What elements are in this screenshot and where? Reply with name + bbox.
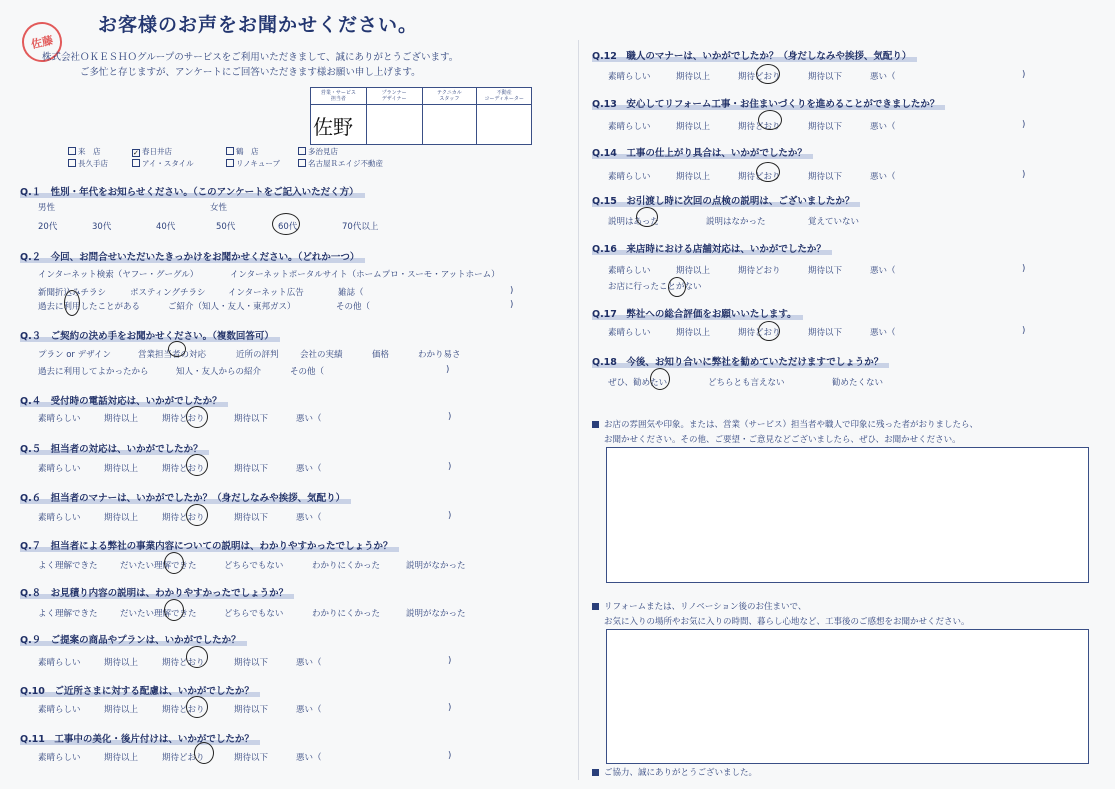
answer-option[interactable]: 悪い（ — [296, 414, 322, 424]
comment-1-textarea[interactable] — [606, 447, 1089, 583]
answer-option[interactable]: わかりにくかった — [312, 609, 381, 619]
staff-header-sales: 営業・サービス 担当者 — [311, 88, 367, 104]
left-question-1 — [20, 184, 365, 198]
technical-field[interactable] — [423, 105, 478, 145]
answer-option[interactable]: 悪い（ — [870, 72, 896, 82]
answer-option[interactable]: 期待以上 — [104, 705, 139, 715]
question-text: Q.10 ご近所さまに対する配慮は、いかがでしたか？ — [20, 686, 260, 697]
answer-option[interactable]: インターネット検索（ヤフー・グーグル） — [38, 270, 199, 280]
answer-option[interactable]: 知人・友人からの紹介 — [176, 367, 262, 377]
right-question-7 — [592, 354, 889, 368]
answer-option[interactable]: わかりにくかった — [312, 561, 381, 571]
staff-name: 佐野 — [313, 115, 353, 139]
answer-option[interactable]: 素晴らしい — [38, 705, 81, 715]
right-question-3 — [592, 145, 813, 159]
comment-2-textarea[interactable] — [606, 629, 1089, 764]
staff-header-realestate: 不動産 コーディネーター — [484, 90, 524, 102]
comment-2-line-2: お気に入りの場所やお気に入りの時間、暮らし心地など、工事後のご感想をお聞かせください。 — [604, 617, 970, 627]
answer-option[interactable]: 過去に利用してよかったから — [38, 367, 149, 377]
answer-option[interactable]: 素晴らしい — [38, 513, 81, 523]
question-text: Q.13 安心してリフォーム工事・お住まいづくりを進めることができましたか？ — [592, 99, 945, 110]
question-text: Q.17 弊社への総合評価をお願いいたします。 — [592, 309, 803, 320]
column-divider — [578, 40, 579, 780]
answer-option[interactable]: 期待以上 — [104, 753, 139, 763]
answer-option[interactable]: 説明がなかった — [406, 561, 466, 571]
planner-field[interactable] — [367, 105, 423, 145]
answer-option[interactable]: どちらでもない — [224, 609, 284, 619]
question-text: Q.12 職人のマナーは、いかがでしたか？（身だしなみや挨拶、気配り） — [592, 51, 917, 62]
left-question-7 — [20, 538, 399, 552]
store-option[interactable] — [68, 158, 108, 169]
store-label: アイ・スタイル — [142, 159, 194, 168]
answer-option[interactable]: どちらとも言えない — [708, 378, 785, 388]
answer-option[interactable]: 素晴らしい — [608, 122, 651, 132]
option-close-paren: ) — [1022, 70, 1026, 80]
answer-option[interactable]: 女性 — [210, 203, 228, 213]
store-label: 長久手店 — [78, 159, 108, 168]
answer-option[interactable]: 悪い（ — [870, 328, 896, 338]
store-label: 来 店 — [78, 147, 101, 156]
answer-option[interactable]: 70代以上 — [342, 222, 379, 232]
answer-option[interactable]: 悪い（ — [296, 658, 322, 668]
comment-1-line-2: お聞かせください。その他、ご要望・ご意見などございましたら、ぜひ、お聞かせください。 — [604, 435, 961, 445]
answer-option[interactable]: だいたい理解できた — [120, 561, 197, 571]
answer-option[interactable]: 期待どおり — [162, 753, 205, 763]
checkbox-icon[interactable] — [132, 159, 140, 167]
right-question-2 — [592, 96, 945, 110]
answer-option[interactable]: 50代 — [216, 222, 236, 232]
question-text: Q.４ 受付時の電話対応は、いかがでしたか？ — [20, 396, 228, 407]
intro-line-1: 株式会社ＯＫＥＳＨＯグループのサービスをご利用いただきまして、誠にありがとうございます。 — [42, 52, 459, 63]
question-text: Q.３ ご契約の決め手をお聞かせください。（複数回答可） — [20, 331, 280, 342]
answer-option[interactable]: 素晴らしい — [38, 658, 81, 668]
answer-option[interactable]: よく理解できた — [38, 609, 98, 619]
checkbox-icon[interactable] — [68, 159, 76, 167]
answer-option[interactable]: 悪い（ — [870, 172, 896, 182]
answer-option[interactable]: 営業担当者の対応 — [138, 350, 207, 360]
answer-option[interactable]: 期待どおり — [738, 266, 781, 276]
store-option[interactable] — [68, 146, 101, 157]
answer-option[interactable]: 素晴らしい — [608, 72, 651, 82]
answer-option[interactable]: 説明はあった — [608, 217, 659, 227]
answer-option[interactable]: 20代 — [38, 222, 58, 232]
answer-option[interactable]: 期待以上 — [104, 464, 139, 474]
question-text: Q.６ 担当者のマナーは、いかがでしたか？（身だしなみや挨拶、気配り） — [20, 493, 351, 504]
store-label: 鶴 店 — [236, 147, 259, 156]
question-text: Q.14 工事の仕上がり具合は、いかがでしたか？ — [592, 148, 813, 159]
answer-option[interactable]: どちらでもない — [224, 561, 284, 571]
answer-option[interactable]: 期待以下 — [234, 705, 269, 715]
answer-option[interactable]: 悪い（ — [870, 122, 896, 132]
store-label: 多治見店 — [308, 147, 338, 156]
answer-option[interactable]: 雑誌（ — [338, 288, 364, 298]
option-close-paren: ) — [448, 412, 452, 422]
answer-option[interactable]: 60代 — [278, 222, 298, 232]
answer-option[interactable]: 新聞折込みチラシ — [38, 288, 107, 298]
answer-option[interactable]: 期待以上 — [676, 122, 711, 132]
option-close-paren: ) — [510, 300, 514, 310]
store-option[interactable] — [226, 146, 259, 157]
comment-2-prompt — [592, 600, 970, 627]
answer-option[interactable]: 期待以下 — [808, 266, 843, 276]
answer-option[interactable]: 期待どおり — [738, 172, 781, 182]
answer-option[interactable]: 期待以下 — [808, 172, 843, 182]
bullet-icon — [592, 421, 599, 428]
answer-option[interactable]: 男性 — [38, 203, 56, 213]
left-question-4 — [20, 393, 228, 407]
intro-line-2: ご多忙と存じますが、アンケートにご回答いただきます様お願い申し上げます。 — [80, 67, 421, 78]
answer-option[interactable]: 期待どおり — [738, 72, 781, 82]
answer-option[interactable]: その他（ — [290, 367, 325, 377]
answer-option[interactable]: 期待以上 — [104, 658, 139, 668]
question-text: Q.１ 性別・年代をお知らせください。（このアンケートをご記入いただく方） — [20, 187, 365, 198]
answer-option[interactable]: だいたい理解できた — [120, 609, 197, 619]
comment-2-line-1: リフォームまたは、リノベーション後のお住まいで、 — [604, 602, 807, 612]
checkbox-icon[interactable] — [298, 159, 306, 167]
answer-option[interactable]: 期待どおり — [738, 122, 781, 132]
answer-option[interactable]: インターネットポータルサイト（ホームプロ・スーモ・アットホーム） — [230, 270, 500, 280]
answer-option[interactable]: 期待以下 — [808, 328, 843, 338]
answer-option[interactable]: 期待以下 — [234, 464, 269, 474]
checkbox-icon[interactable]: ✓ — [133, 149, 139, 157]
checkbox-icon[interactable] — [298, 147, 306, 155]
comment-1-line-1: お店の雰囲気や印象。または、営業（サービス）担当者や職人で印象に残った者がおりましたら、 — [604, 420, 979, 430]
store-option[interactable] — [298, 158, 383, 169]
answer-option[interactable]: 勧めたくない — [832, 378, 884, 388]
answer-option[interactable]: 30代 — [92, 222, 112, 232]
footer-text: ご協力、誠にありがとうございました。 — [604, 768, 758, 778]
answer-option[interactable]: 覚えていない — [808, 217, 860, 227]
right-question-6 — [592, 306, 803, 320]
right-question-4 — [592, 193, 860, 207]
answer-option[interactable]: 素晴らしい — [608, 172, 651, 182]
question-text: Q.15 お引渡し時に次回の点検の説明は、ございましたか？ — [592, 196, 860, 207]
answer-option[interactable]: 期待以上 — [104, 513, 139, 523]
staff-header-technical: テクニカル スタッフ — [423, 88, 478, 104]
store-option[interactable] — [298, 146, 338, 157]
checkbox-icon[interactable] — [226, 147, 234, 155]
answer-option[interactable]: インターネット広告 — [228, 288, 304, 298]
answer-option[interactable]: 素晴らしい — [608, 266, 651, 276]
answer-option[interactable]: 説明がなかった — [406, 609, 466, 619]
option-close-paren: ) — [1022, 326, 1026, 336]
answer-option[interactable]: ポスティングチラシ — [130, 288, 206, 298]
comment-1-prompt — [592, 418, 978, 445]
footer — [592, 766, 757, 778]
answer-option[interactable]: 期待以上 — [104, 414, 139, 424]
answer-option[interactable]: 期待以上 — [676, 172, 711, 182]
answer-option[interactable]: 素晴らしい — [38, 753, 81, 763]
answer-option[interactable]: 期待どおり — [162, 705, 205, 715]
checkbox-icon[interactable] — [68, 147, 76, 155]
option-close-paren: ) — [446, 365, 450, 375]
answer-option[interactable]: 素晴らしい — [38, 464, 81, 474]
option-close-paren: ) — [448, 462, 452, 472]
answer-option[interactable]: 期待以上 — [676, 72, 711, 82]
left-question-2 — [20, 249, 365, 263]
store-label: 春日井店 — [142, 147, 172, 156]
option-close-paren: ) — [448, 656, 452, 666]
answer-option[interactable]: 期待以下 — [234, 414, 269, 424]
bullet-icon — [592, 603, 599, 610]
answer-option[interactable]: 期待どおり — [162, 464, 205, 474]
option-close-paren: ) — [1022, 264, 1026, 274]
store-option[interactable] — [132, 158, 194, 169]
answer-option[interactable]: 悪い（ — [296, 513, 322, 523]
answer-option[interactable]: その他（ — [336, 302, 371, 312]
answer-option[interactable]: お店に行ったことがない — [608, 282, 702, 292]
question-text: Q.８ お見積り内容の説明は、わかりやすかったでしょうか？ — [20, 588, 294, 599]
answer-option[interactable]: 過去に利用したことがある — [38, 302, 141, 312]
option-close-paren: ) — [448, 511, 452, 521]
question-text: Q.９ ご提案の商品やプランは、いかがでしたか？ — [20, 635, 247, 646]
question-text: Q.２ 今回、お問合せいただいたきっかけをお聞かせください。（どれか一つ） — [20, 252, 365, 263]
right-question-1 — [592, 48, 917, 62]
checkbox-icon[interactable] — [226, 159, 234, 167]
answer-option[interactable]: 期待以上 — [676, 266, 711, 276]
answer-option[interactable]: 期待以下 — [808, 122, 843, 132]
option-close-paren: ) — [1022, 120, 1026, 130]
left-question-5 — [20, 441, 209, 455]
store-option[interactable] — [226, 158, 280, 169]
answer-option[interactable]: 近所の評判 — [236, 350, 279, 360]
answer-option[interactable]: 期待以下 — [234, 658, 269, 668]
answer-option[interactable]: ご紹介（知人・友人・東邦ガス） — [168, 302, 296, 312]
question-text: Q.18 今後、お知り合いに弊社を勧めていただけますでしょうか？ — [592, 357, 889, 368]
answer-option[interactable]: 期待以下 — [808, 72, 843, 82]
seal-text: 佐藤 — [29, 33, 55, 52]
answer-option[interactable]: 期待以下 — [234, 753, 269, 763]
left-question-8 — [20, 585, 294, 599]
store-option[interactable] — [132, 146, 172, 157]
answer-option[interactable]: 期待どおり — [738, 328, 781, 338]
answer-option[interactable]: よく理解できた — [38, 561, 98, 571]
left-question-10 — [20, 683, 260, 697]
answer-option[interactable]: 素晴らしい — [38, 414, 81, 424]
left-question-11 — [20, 731, 260, 745]
staff-table — [310, 87, 532, 145]
answer-option[interactable]: 悪い（ — [296, 753, 322, 763]
left-question-9 — [20, 632, 247, 646]
question-text: Q.11 工事中の美化・後片付けは、いかがでしたか？ — [20, 734, 260, 745]
answer-option[interactable]: 期待どおり — [162, 414, 205, 424]
question-text: Q.16 来店時における店舗対応は、いかがでしたか？ — [592, 244, 832, 255]
staff-name-field[interactable] — [311, 105, 367, 145]
option-close-paren: ) — [448, 751, 452, 761]
option-close-paren: ) — [448, 703, 452, 713]
answer-option[interactable]: 期待どおり — [162, 658, 205, 668]
answer-option[interactable]: 期待以上 — [676, 328, 711, 338]
realestate-field[interactable] — [477, 105, 531, 145]
left-question-6 — [20, 490, 351, 504]
option-close-paren: ) — [1022, 170, 1026, 180]
page-title: お客様のお声をお聞かせください。 — [98, 14, 419, 36]
answer-option[interactable]: プラン or デザイン — [38, 350, 112, 360]
option-close-paren: ) — [510, 286, 514, 296]
answer-option[interactable]: 期待以下 — [234, 513, 269, 523]
question-text: Q.５ 担当者の対応は、いかがでしたか？ — [20, 444, 209, 455]
store-label: 名古屋Ｒエイジ不動産 — [308, 159, 383, 168]
answer-option[interactable]: 悪い（ — [870, 266, 896, 276]
right-question-5 — [592, 241, 832, 255]
answer-option[interactable]: 素晴らしい — [608, 328, 651, 338]
answer-option[interactable]: 説明はなかった — [706, 217, 766, 227]
answer-option[interactable]: ぜひ、勧めたい — [608, 378, 668, 388]
answer-option[interactable]: 悪い（ — [296, 464, 322, 474]
answer-option[interactable]: 会社の実績 — [300, 350, 343, 360]
answer-option[interactable]: 価格 — [372, 350, 390, 360]
store-label: リノキューブ — [236, 159, 281, 168]
bullet-icon — [592, 769, 599, 776]
answer-option[interactable]: わかり易さ — [418, 350, 461, 360]
answer-option[interactable]: 40代 — [156, 222, 176, 232]
question-text: Q.７ 担当者による弊社の事業内容についての説明は、わかりやすかったでしょうか？ — [20, 541, 399, 552]
left-question-3 — [20, 328, 280, 342]
answer-option[interactable]: 期待どおり — [162, 513, 205, 523]
answer-option[interactable]: 悪い（ — [296, 705, 322, 715]
staff-header-planner: プランナー デザイナー — [367, 88, 423, 104]
